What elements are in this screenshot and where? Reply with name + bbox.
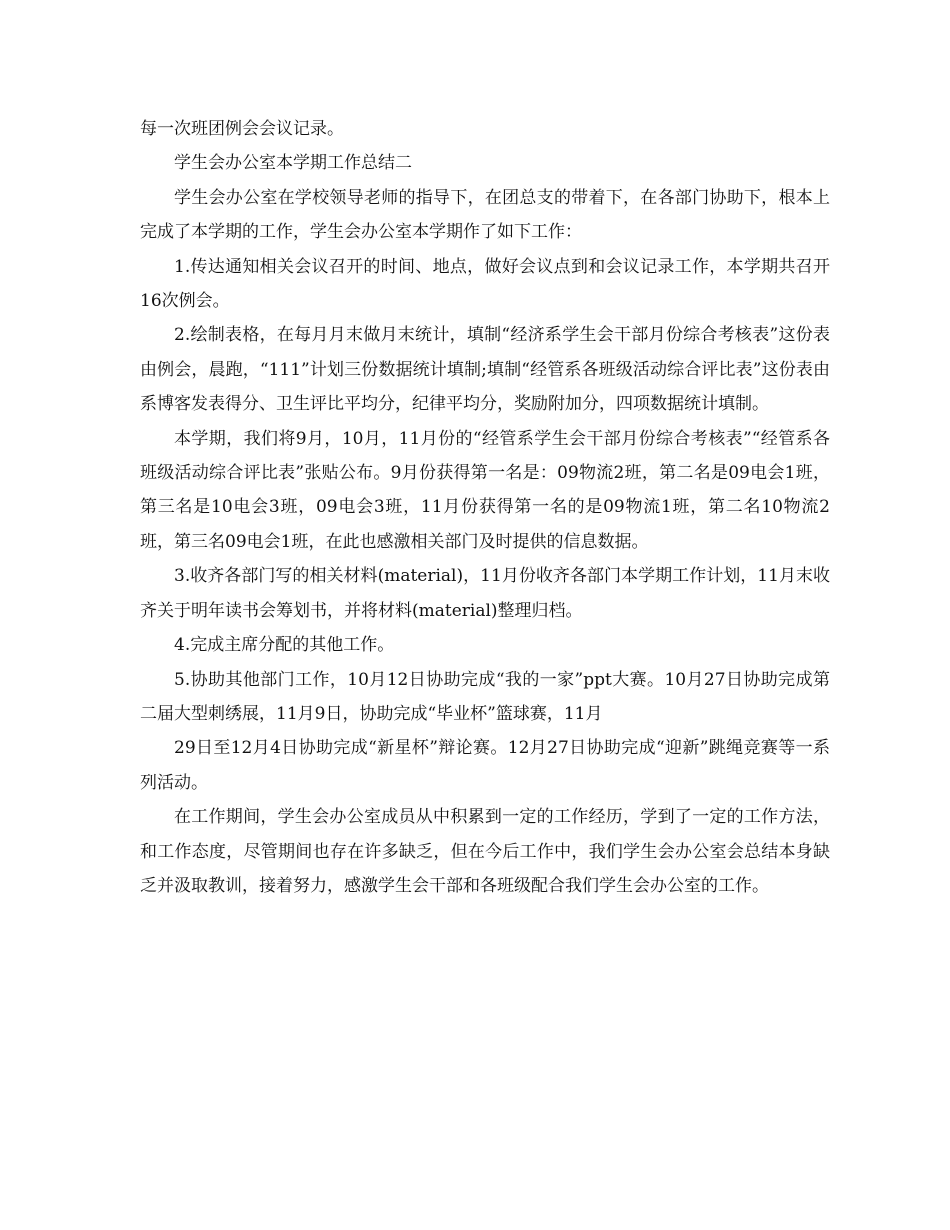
paragraph-item-2: 2.绘制表格，在每月月末做月末统计，填制“经济系学生会干部月份综合考核表”这份表由例会，晨跑，“111”计划三份数据统计填制;填制“经管系各班级活动综合评比表”这份表由系博客发表得分、卫生评比平均分，纪律平均分，奖励附加分，四项数据统计填制。 bbox=[140, 325, 830, 415]
paragraph-conclusion: 在工作期间，学生会办公室成员从中积累到一定的工作经历，学到了一定的工作方法，和工作态度，尽管期间也存在许多缺乏，但在今后工作中，我们学生会办公室会总结本身缺乏并汲取教训，接着努力，感激学生会干部和各班级配合我们学生会办公室的工作。 bbox=[140, 807, 830, 896]
paragraph-rankings: 本学期，我们将9月，10月，11月份的“经管系学生会干部月份综合考核表”“经管系各班级活动综合评比表”张贴公布。9月份获得第一名是：09物流2班，第二名是09电会1班，第三名是10电会3班，09电会3班，11月份获得第一名的是09物流1班，第二名10物流2班，第三名09电会1班，在此也感激相关部门及时提供的信息数据。 bbox=[140, 428, 830, 552]
paragraph-item-1: 1.传达通知相关会议召开的时间、地点，做好会议点到和会议记录工作，本学期共召开16次例会。 bbox=[140, 256, 830, 312]
paragraph-item-5: 5.协助其他部门工作，10月12日协助完成“我的一家”ppt大赛。10月27日协助完成第二届大型刺绣展，11月9日，协助完成“毕业杯”篮球赛，11月 bbox=[140, 669, 830, 724]
paragraph-item-4: 4.完成主席分配的其他工作。 bbox=[174, 635, 395, 656]
paragraph-meeting-records: 每一次班团例会会议记录。 bbox=[140, 119, 344, 139]
document-body bbox=[140, 112, 830, 903]
paragraph-intro: 学生会办公室在学校领导老师的指导下，在团总支的带着下，在各部门协助下，根本上完成了本学期的工作，学生会办公室本学期作了如下工作： bbox=[140, 187, 830, 243]
section-title: 学生会办公室本学期工作总结二 bbox=[174, 153, 412, 174]
paragraph-item-3: 3.收齐各部门写的相关材料(material)，11月份收齐各部门本学期工作计划，11月末收齐关于明年读书会筹划书，并将材料(material)整理归档。 bbox=[140, 566, 830, 621]
paragraph-item-5-continued: 29日至12月4日协助完成“新星杯”辩论赛。12月27日协助完成“迎新”跳绳竞赛等一系列活动。 bbox=[140, 738, 830, 793]
